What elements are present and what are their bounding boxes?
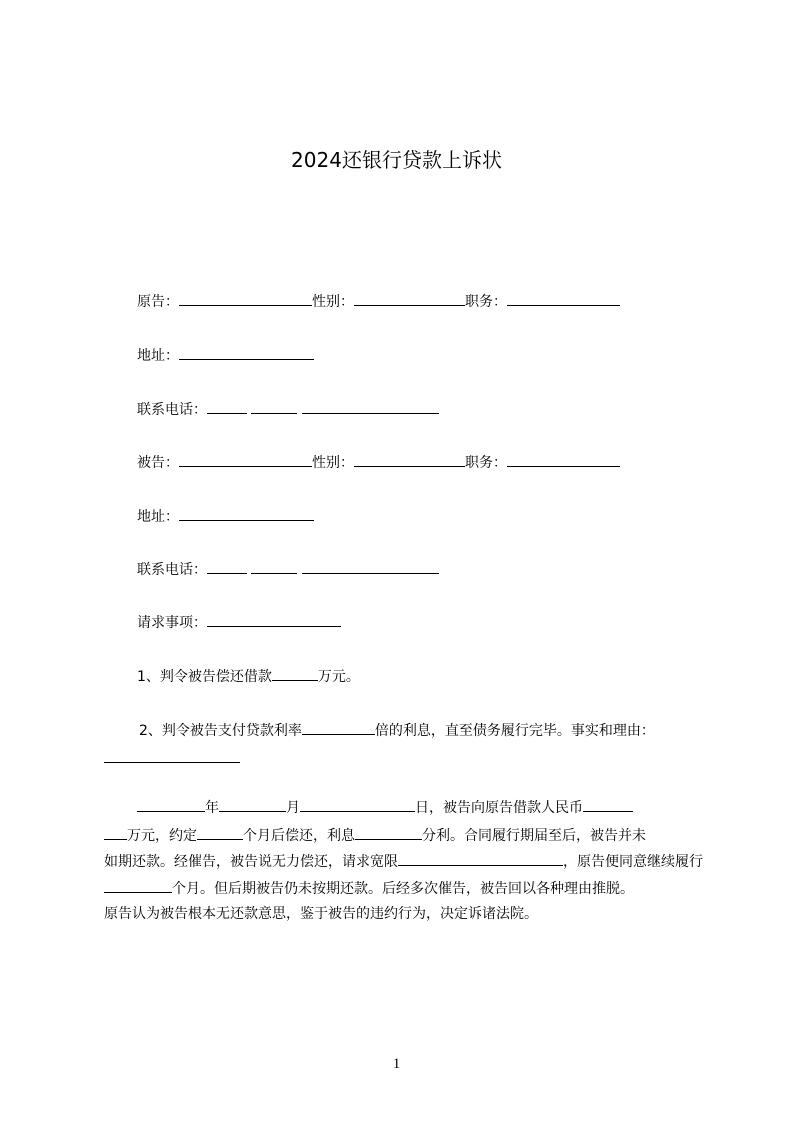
label: 性别：	[312, 455, 354, 471]
blank-field	[354, 452, 465, 467]
blank-field	[137, 797, 205, 812]
blank-field	[398, 851, 563, 866]
text: 年	[205, 800, 219, 816]
text: 日，被告向原告借款人民币	[415, 800, 583, 816]
blank-field	[302, 399, 439, 414]
label: 原告：	[137, 294, 179, 310]
text: 1、判令被告偿还借款	[137, 669, 272, 685]
blank-field	[583, 797, 633, 812]
label: 被告：	[137, 455, 179, 471]
text: 个月后偿还，利息	[243, 828, 355, 844]
page-number: 1	[392, 1056, 401, 1072]
blank-field	[207, 559, 247, 574]
plaintiff-address-row	[137, 345, 314, 365]
plaintiff-phone-row	[137, 399, 439, 419]
blank-field	[302, 559, 439, 574]
blank-field	[197, 825, 243, 840]
text: 分利。合同履行期届至后，被告并未	[422, 828, 646, 844]
facts-line-4	[104, 878, 634, 898]
blank-field	[251, 559, 297, 574]
label: 职务：	[465, 294, 507, 310]
blank-field	[272, 666, 318, 681]
label: 联系电话：	[137, 562, 207, 578]
request-item-1	[137, 666, 360, 686]
blank-field	[507, 452, 620, 467]
text: 万元。	[317, 669, 360, 685]
label: 地址：	[137, 348, 179, 364]
blank-field	[179, 345, 314, 360]
request-row	[137, 612, 341, 632]
label: 性别：	[312, 294, 354, 310]
plaintiff-row	[137, 291, 620, 311]
blank-field	[219, 797, 286, 812]
facts-blank-row	[104, 748, 240, 768]
defendant-row	[137, 452, 620, 472]
blank-field	[179, 506, 314, 521]
text: 个月。但后期被告仍未按期还款。后经多次催告，被告回以各种理由推脱。	[172, 881, 634, 897]
blank-field	[355, 825, 422, 840]
facts-line-2	[104, 825, 646, 845]
defendant-phone-row	[137, 559, 439, 579]
facts-line-1	[137, 797, 633, 817]
blank-field	[354, 291, 465, 306]
text: ，原告便同意继续履行	[563, 854, 703, 870]
blank-field	[507, 291, 620, 306]
blank-field	[104, 748, 240, 763]
blank-field	[104, 825, 127, 840]
blank-field	[179, 452, 312, 467]
facts-line-5: 原告认为被告根本无还款意思，鉴于被告的违约行为，决定诉诸法院。	[104, 906, 538, 922]
label: 联系电话：	[137, 402, 207, 418]
blank-field	[302, 720, 375, 735]
text: 倍的利息，直至债务履行完毕。事实和理由：	[374, 723, 655, 739]
text: 如期还款。经催告，被告说无力偿还，请求宽限	[104, 854, 398, 870]
blank-field	[251, 399, 297, 414]
blank-field	[207, 399, 247, 414]
blank-field	[104, 878, 172, 893]
text: 月	[286, 800, 300, 816]
text: 2、判令被告支付贷款利率	[139, 723, 302, 739]
label: 请求事项：	[137, 615, 207, 631]
text: 万元，约定	[127, 828, 197, 844]
blank-field	[300, 797, 415, 812]
request-item-2	[139, 720, 655, 740]
defendant-address-row	[137, 506, 314, 526]
label: 职务：	[465, 455, 507, 471]
document-title: 2024还银行贷款上诉状	[291, 148, 502, 172]
facts-line-3	[104, 851, 703, 871]
blank-field	[179, 291, 312, 306]
blank-field	[207, 612, 341, 627]
label: 地址：	[137, 509, 179, 525]
